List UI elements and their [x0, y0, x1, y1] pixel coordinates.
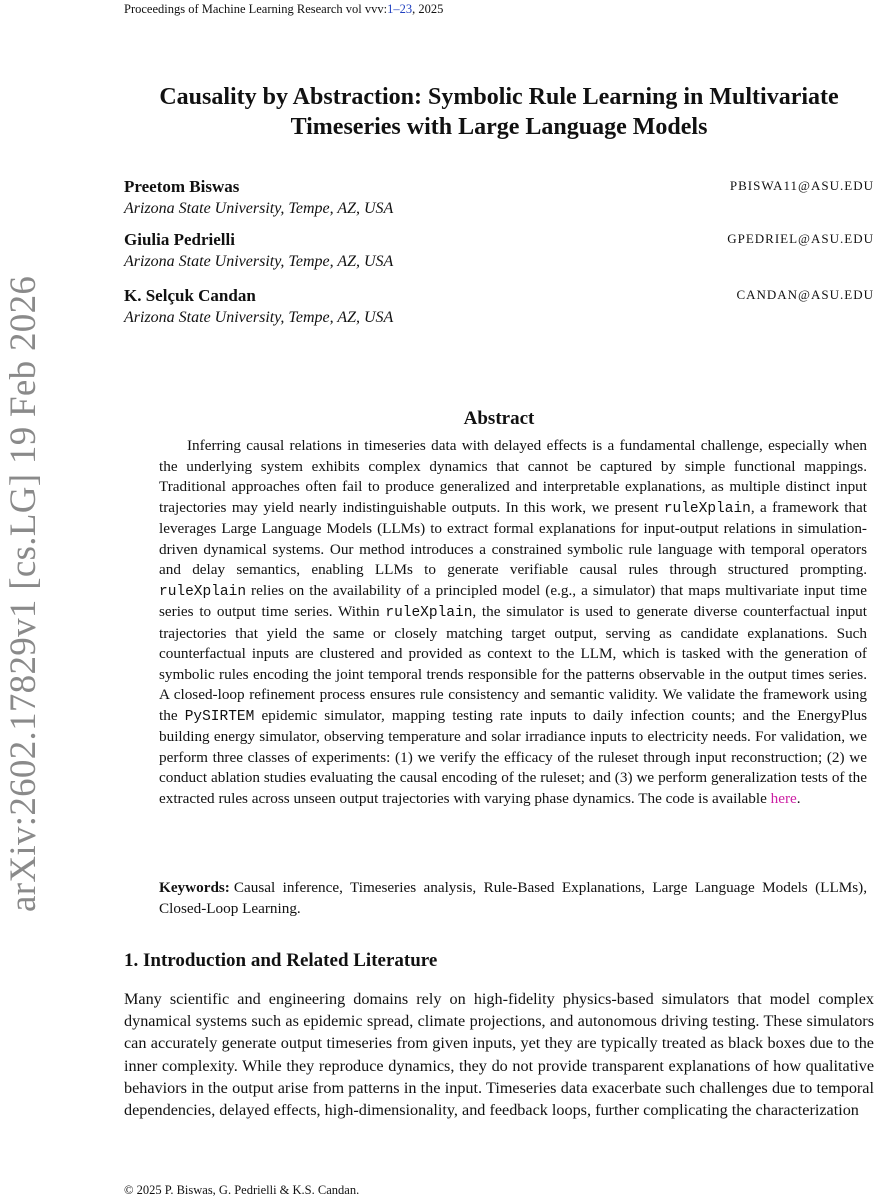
- author-affiliation: Arizona State University, Tempe, AZ, USA: [124, 253, 394, 270]
- author-block: [124, 229, 874, 273]
- abstract-text: Inferring causal relations in timeseries data with delayed effects is a fundamental challenge, especially when the underlying system exhibits complex dynamics that cannot be captured by simple functional mappings. Traditional approaches often fail to produce generalized and interpretable explanations, as multiple distinct input trajectories may yield nearly indistinguishable outputs. In this work, we present: [159, 437, 867, 516]
- paper-title: Causality by Abstraction: Symbolic Rule Learning in Multivariate Timeseries with Large Language Models: [159, 84, 839, 140]
- keywords-text: Causal inference, Timeseries analysis, Rule-Based Explanations, Large Language Models (LLMs), Closed-Loop Learning.: [159, 879, 867, 917]
- simulator-name: PySIRTEM: [184, 708, 255, 725]
- abstract-body: [159, 436, 867, 809]
- page-range-link[interactable]: 1–23: [387, 2, 413, 16]
- author-block: [124, 176, 874, 220]
- running-header: [124, 2, 443, 17]
- framework-name: ruleXplain: [385, 605, 473, 621]
- abstract-text: , the simulator is used to generate diverse counterfactual input trajectories that yield the same or closely matching target output, serving as candidate explanations. Such counterfactual inputs are clustered and provided as context to the LLM, which is tasked with the generation of symbolic rules encoding the joint temporal trends responsible for the patterns observable in the output times series. A closed-loop refinement process ensures rule consistency and semantic validity. We validate the framework using the: [159, 603, 867, 724]
- keywords-label: Keywords:: [159, 879, 230, 896]
- author-email: CANDAN@ASU.EDU: [736, 287, 874, 302]
- header-prefix: Proceedings of Machine Learning Research vol vvv:: [124, 2, 388, 16]
- section-body: Many scientific and engineering domains rely on high-fidelity physics-based simulators that model complex dynamical systems such as epidemic spread, climate projections, and autonomous driving testing. These simulators can accurately generate output timeseries from given inputs, yet they are typically treated as black boxes due to the inner complexity. While they reproduce dynamics, they do not provide transparent explanations of how qualitative behaviors in the output arise from patterns in the input. Timeseries data exacerbate such challenges due to temporal dependencies, delayed effects, high-dimensionality, and feedback loops, further complicating the characterization: [124, 990, 874, 1120]
- copyright-footer: © 2025 P. Biswas, G. Pedrielli & K.S. Candan.: [124, 1183, 360, 1197]
- author-affiliation: Arizona State University, Tempe, AZ, USA: [124, 309, 394, 326]
- author-email: GPEDRIEL@ASU.EDU: [727, 231, 874, 246]
- author-affiliation: Arizona State University, Tempe, AZ, USA: [124, 200, 394, 217]
- abstract-text: relies on the availability of a principled model (e.g., a simulator) that maps multivariate input time series to output time series. Within: [159, 581, 867, 620]
- framework-name: ruleXplain: [159, 583, 247, 600]
- author-email: PBISWA11@ASU.EDU: [729, 178, 874, 193]
- author-name: K. Selçuk Candan: [124, 286, 256, 305]
- arxiv-stamp: arXiv:2602.17829v1 [cs.LG] 19 Feb 2026: [3, 275, 44, 912]
- author-name: Preetom Biswas: [124, 177, 240, 196]
- author-name: Giulia Pedrielli: [124, 230, 235, 249]
- framework-name: ruleXplain: [663, 500, 751, 517]
- section-heading: 1. Introduction and Related Literature: [124, 950, 438, 971]
- abstract-text: , a framework that leverages Large Language Models (LLMs) to extract formal explanations for input-output relations in simulation-driven dynamical systems. Our method introduces a constrained symbolic rule language with temporal operators and delay semantics, enabling LLMs to generate verifiable causal rules through structured prompting.: [159, 498, 867, 578]
- keywords: [159, 878, 867, 919]
- abstract-text: .: [796, 789, 801, 807]
- author-block: [124, 285, 874, 329]
- code-link[interactable]: here: [770, 789, 797, 807]
- header-suffix: , 2025: [412, 2, 444, 16]
- abstract-text: epidemic simulator, mapping testing rate inputs to daily infection counts; and the EnergyPlus building energy simulator, observing temperature and solar irradiance inputs to electricity needs. For validation, we perform three classes of experiments: (1) we verify the efficacy of the ruleset through input reconstruction; (2) we conduct ablation studies evaluating the causal encoding of the ruleset; and (3) we perform generalization tests of the extracted rules across unseen output trajectories with varying phase dynamics. The code is available: [159, 706, 867, 807]
- abstract-heading: Abstract: [463, 408, 535, 429]
